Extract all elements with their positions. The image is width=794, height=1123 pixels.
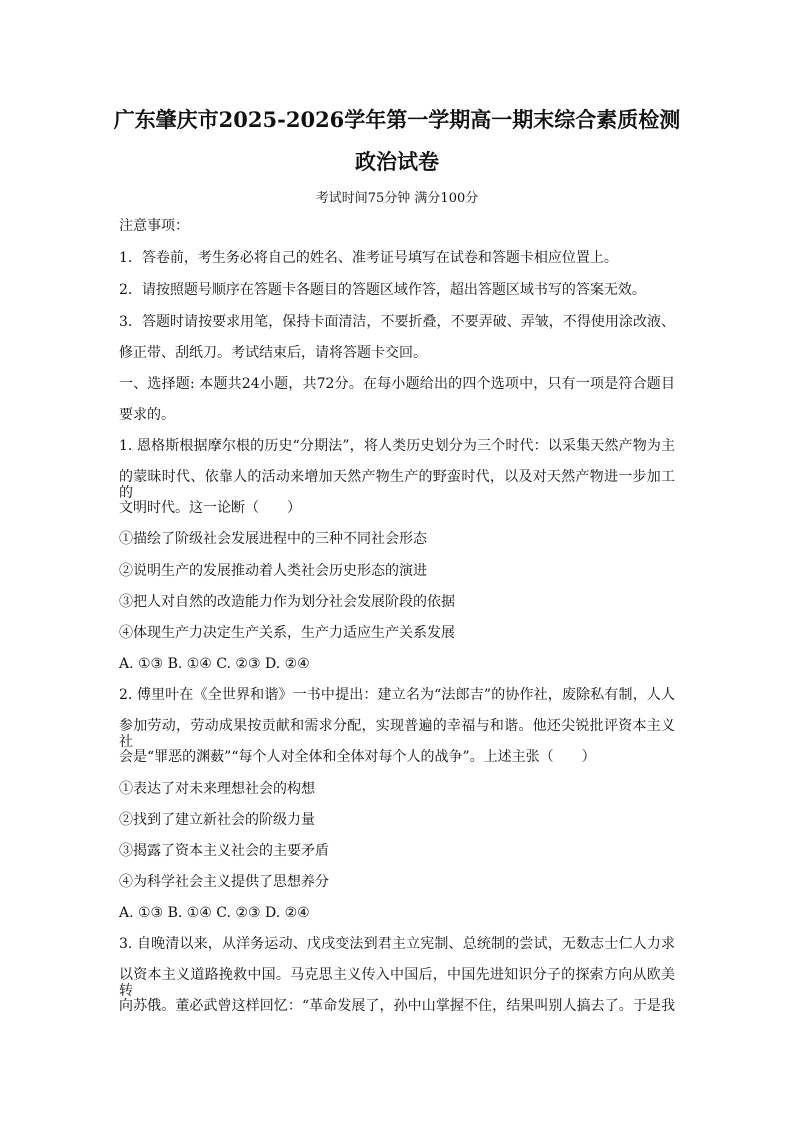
q2-option-2: ②找到了建立新社会的阶级力量	[119, 812, 315, 828]
q1-stem-line1: 1. 恩格斯根据摩尔根的历史“分期法”，将人类历史划分为三个时代：以采集天然产物为主	[119, 438, 675, 454]
q1-stem-line2: 的蒙昧时代、依靠人的活动来增加天然产物生产的野蛮时代，以及对天然产物进一步加工的	[119, 469, 675, 501]
q1-option-1: ①描绘了阶级社会发展进程中的三种不同社会形态	[119, 531, 427, 547]
q1-choices: A. ①③ B. ①④ C. ②③ D. ②④	[119, 656, 310, 672]
q1-option-2: ②说明生产的发展推动着人类社会历史形态的演进	[119, 563, 427, 579]
q2-option-3: ③揭露了资本主义社会的主要矛盾	[119, 843, 329, 859]
q2-option-1: ①表达了对未来理想社会的构想	[119, 781, 315, 797]
notes-heading: 注意事项：	[119, 218, 189, 234]
exam-subject-title: 政治试卷	[355, 149, 439, 174]
exam-title: 广东肇庆市2025-2026学年第一学期高一期末综合素质检测	[113, 107, 681, 132]
section1-intro-line1: 一、选择题: 本题共24小题，共72分。在每小题给出的四个选项中，只有一项是符合题目	[119, 376, 675, 392]
q1-option-3: ③把人对自然的改造能力作为划分社会发展阶段的依据	[119, 594, 455, 610]
note-item-3-line2: 修正带、刮纸刀。考试结束后，请将答题卡交回。	[119, 345, 427, 361]
note-item-3-line1: 3．答题时请按要求用笔，保持卡面清洁，不要折叠，不要弄破、弄皱，不得使用涂改液、	[119, 314, 675, 330]
q2-stem-line1: 2. 傅里叶在《全世界和谐》一书中提出：建立名为“法郎吉”的协作社，废除私有制，人人	[119, 687, 675, 703]
q1-stem-line3: 文明时代。这一论断（ ）	[119, 500, 301, 516]
q3-stem-line3: 向苏俄。董必武曾这样回忆：“革命发展了，孙中山掌握不住，结果叫别人搞去了。于是我	[119, 998, 675, 1014]
q2-stem-line2: 参加劳动，劳动成果按贡献和需求分配，实现普遍的幸福与和谐。他还尖锐批评资本主义社	[119, 718, 675, 750]
q3-stem-line2: 以资本主义道路挽救中国。马克思主义传入中国后，中国先进知识分子的探索方向从欧美转	[119, 967, 675, 999]
q3-stem-line1: 3. 自晚清以来，从洋务运动、戊戌变法到君主立宪制、总统制的尝试，无数志士仁人力求	[119, 936, 675, 952]
section1-intro-line2: 要求的。	[119, 407, 175, 423]
exam-info: 考试时间75分钟 满分100分	[315, 191, 479, 206]
note-item-2: 2．请按照题号顺序在答题卡各题目的答题区域作答，超出答题区域书写的答案无效。	[119, 282, 646, 298]
q2-choices: A. ①③ B. ①④ C. ②③ D. ②④	[119, 905, 310, 921]
note-item-1: 1．答卷前，考生务必将自己的姓名、准考证号填写在试卷和答题卡相应位置上。	[119, 250, 618, 266]
q1-option-4: ④体现生产力决定生产关系，生产力适应生产关系发展	[119, 625, 455, 641]
q2-option-4: ④为科学社会主义提供了思想养分	[119, 874, 329, 890]
q2-stem-line3: 会是“罪恶的渊薮”“每个人对全体和全体对每个人的战争”。上述主张（ ）	[119, 749, 596, 765]
